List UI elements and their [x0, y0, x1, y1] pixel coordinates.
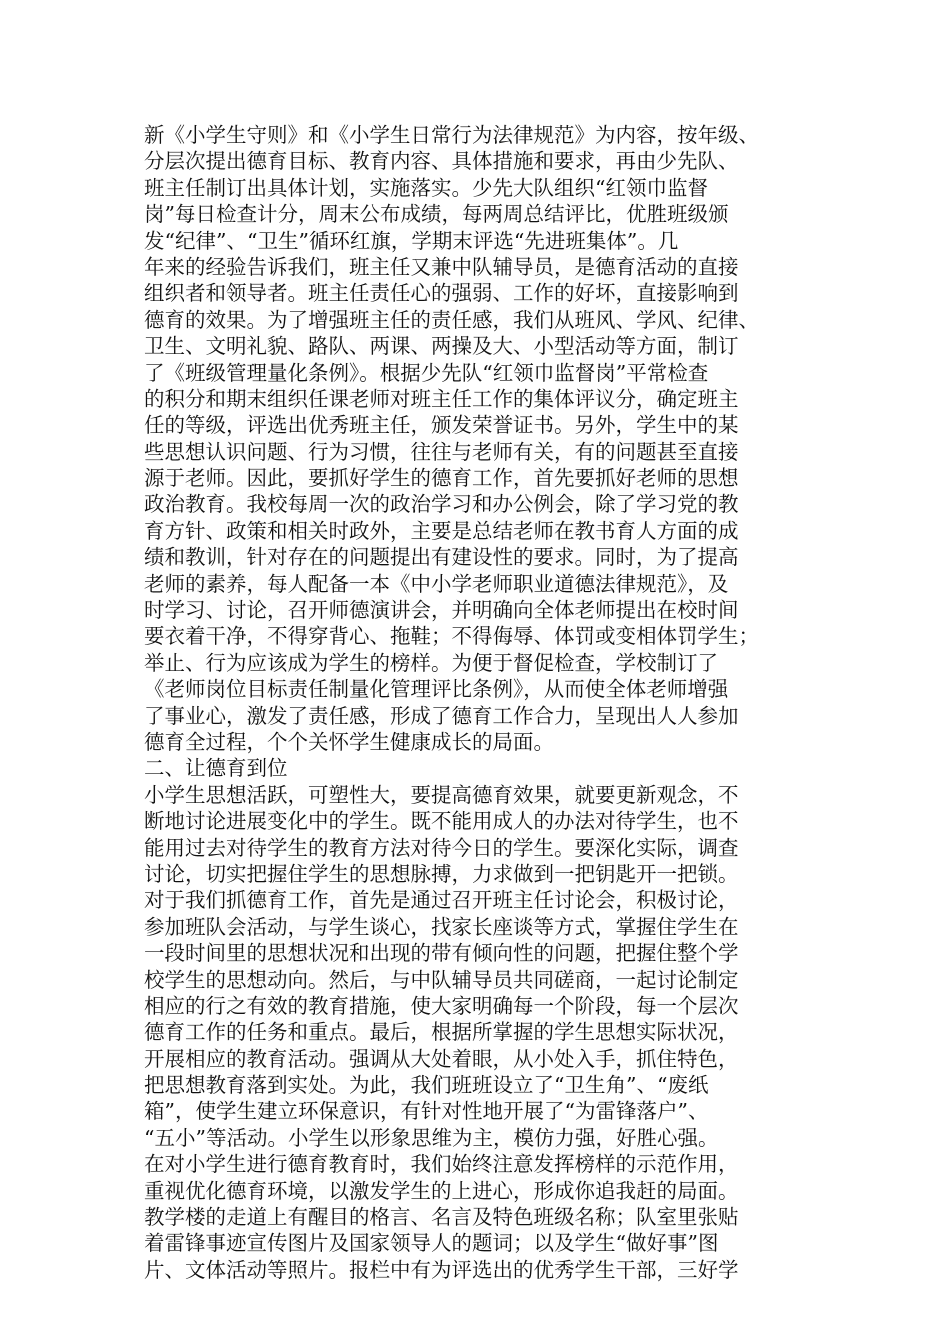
text-line: 小学生思想活跃，可塑性大，要提高德育效果，就要更新观念，不: [144, 782, 739, 807]
section-heading: 二、让德育到位: [144, 756, 288, 781]
text-line: 绩和教训，针对存在的问题提出有建设性的要求。同时，为了提高: [144, 545, 739, 570]
text-line: 重视优化德育环境，以激发学生的上进心，形成你追我赶的局面。: [144, 1178, 739, 1203]
text-line: 德育的效果。为了增强班主任的责任感，我们从班风、学风、纪律、: [144, 307, 759, 332]
text-line: 源于老师。因此，要抓好学生的德育工作，首先要抓好老师的思想: [144, 466, 739, 491]
text-line: 年来的经验告诉我们，班主任又兼中队辅导员，是德育活动的直接: [144, 254, 739, 279]
text-line: 育方针、政策和相关时政外，主要是总结老师在教书育人方面的成: [144, 518, 739, 543]
text-line: 《老师岗位目标责任制量化管理评比条例》，从而使全体老师增强: [144, 677, 729, 702]
text-line: 发“纪律”、“卫生”循环红旗，学期末评选“先进班集体”。几: [144, 228, 679, 253]
text-line: 把思想教育落到实处。为此，我们班班设立了“卫生角”、“废纸: [144, 1073, 709, 1098]
text-line: 断地讨论进展变化中的学生。既不能用成人的办法对待学生，也不: [144, 809, 739, 834]
text-line: 德育全过程，个个关怀学生健康成长的局面。: [144, 729, 554, 754]
text-line: 德育工作的任务和重点。最后，根据所掌握的学生思想实际状况，: [144, 1020, 739, 1045]
text-line: 讨论，切实把握住学生的思想脉搏，力求做到一把钥匙开一把锁。: [144, 861, 739, 886]
text-line: 岗”每日检查计分，周末公布成绩，每两周总结评比，优胜班级颁: [144, 202, 729, 227]
text-line: 了事业心，激发了责任感，形成了德育工作合力，呈现出人人参加: [144, 703, 739, 728]
body-text: [144, 122, 814, 1283]
text-line: 教学楼的走道上有醒目的格言、名言及特色班级名称；队室里张贴: [144, 1205, 739, 1230]
text-line: 在对小学生进行德育教育时，我们始终注意发挥榜样的示范作用，: [144, 1152, 739, 1177]
text-line: 相应的行之有效的教育措施，使大家明确每一个阶段，每一个层次: [144, 993, 739, 1018]
text-line: 片、文体活动等照片。报栏中有为评选出的优秀学生干部，三好学: [144, 1257, 739, 1282]
text-line: 了《班级管理量化条例》。根据少先队“红领巾监督岗”平常检查: [144, 360, 709, 385]
text-line: 的积分和期末组织任课老师对班主任工作的集体评议分，确定班主: [144, 386, 739, 411]
text-line: 箱”，使学生建立环保意识，有针对性地开展了“为雷锋落户”、: [144, 1099, 709, 1124]
text-line: 组织者和领导者。班主任责任心的强弱、工作的好坏，直接影响到: [144, 281, 739, 306]
text-line: 时学习、讨论，召开师德演讲会，并明确向全体老师提出在校时间: [144, 598, 739, 623]
text-line: 对于我们抓德育工作，首先是通过召开班主任讨论会，积极讨论，: [144, 888, 739, 913]
text-line: 举止、行为应该成为学生的榜样。为便于督促检查，学校制订了: [144, 650, 718, 675]
text-line: 着雷锋事迹宣传图片及国家领导人的题词；以及学生“做好事”图: [144, 1231, 719, 1256]
text-line: 老师的素养，每人配备一本《中小学老师职业道德法律规范》，及: [144, 571, 729, 596]
text-line: 要衣着干净，不得穿背心、拖鞋；不得侮辱、体罚或变相体罚学生；: [144, 624, 759, 649]
text-line: 卫生、文明礼貌、路队、两课、两操及大、小型活动等方面，制订: [144, 334, 739, 359]
text-line: 能用过去对待学生的教育方法对待今日的学生。要深化实际，调查: [144, 835, 739, 860]
text-line: 开展相应的教育活动。强调从大处着眼，从小处入手，抓住特色，: [144, 1046, 739, 1071]
text-line: 新《小学生守则》和《小学生日常行为法律规范》为内容，按年级、: [144, 123, 759, 147]
text-line: 任的等级，评选出优秀班主任，颁发荣誉证书。另外，学生中的某: [144, 413, 739, 438]
text-line: 分层次提出德育目标、教育内容、具体措施和要求，再由少先队、: [144, 149, 739, 174]
text-line: 班主任制订出具体计划，实施落实。少先大队组织“红领巾监督: [144, 175, 708, 200]
text-line: 政治教育。我校每周一次的政治学习和办公例会，除了学习党的教: [144, 492, 739, 517]
text-line: 些思想认识问题、行为习惯，往往与老师有关，有的问题甚至直接: [144, 439, 739, 464]
text-line: 校学生的思想动向。然后，与中队辅导员共同磋商，一起讨论制定: [144, 967, 739, 992]
text-line: 参加班队会活动，与学生谈心，找家长座谈等方式，掌握住学生在: [144, 914, 739, 939]
text-line: “五小”等活动。小学生以形象思维为主，模仿力强，好胜心强。: [144, 1125, 719, 1150]
text-line: 一段时间里的思想状况和出现的带有倾向性的问题，把握住整个学: [144, 941, 739, 966]
